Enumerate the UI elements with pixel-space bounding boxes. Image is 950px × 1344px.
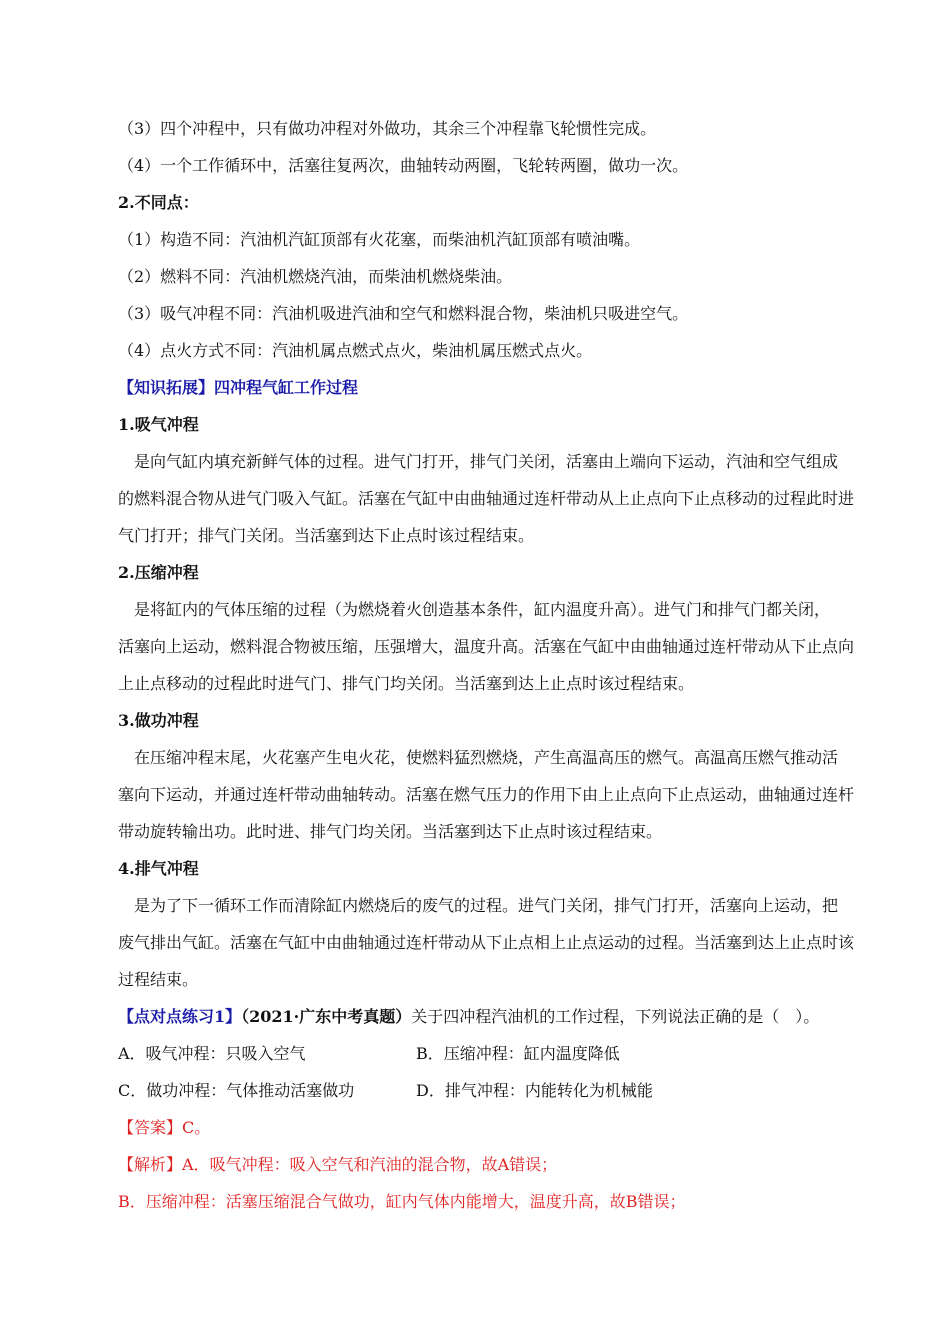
stroke-text-line: 是向气缸内填充新鲜气体的过程。进气门打开，排气门关闭，活塞由上端向下运动，汽油和空气组成 bbox=[118, 452, 839, 471]
exercise-label: 【点对点练习1】 bbox=[118, 1007, 242, 1026]
analysis-b: B．压缩冲程：活塞压缩混合气做功，缸内气体内能增大，温度升高，故B错误； bbox=[118, 1192, 686, 1211]
stroke-title-compression: 2.压缩冲程 bbox=[118, 563, 199, 582]
stroke-title-power: 3.做功冲程 bbox=[118, 711, 199, 730]
stroke-text-line: 的燃料混合物从进气门吸入气缸。活塞在气缸中由曲轴通过连杆带动从上止点向下止点移动的过程此时进 bbox=[118, 489, 855, 508]
options-row-1 bbox=[118, 1044, 878, 1064]
stroke-text-line: 塞向下运动，并通过连杆带动曲轴转动。活塞在燃气压力的作用下由上止点向下止点运动，曲轴通过连杆 bbox=[118, 785, 855, 804]
knowledge-extension-heading: 【知识拓展】四冲程气缸工作过程 bbox=[118, 378, 359, 397]
difference-item-2: （2）燃料不同：汽油机燃烧汽油，而柴油机燃烧柴油。 bbox=[118, 267, 513, 286]
exercise-source: （2021·广东中考真题） bbox=[241, 1007, 412, 1026]
answer-value: C。 bbox=[182, 1118, 211, 1137]
answer-line bbox=[118, 1118, 878, 1138]
answer-label: 【答案】 bbox=[118, 1118, 183, 1137]
difference-item-4: （4）点火方式不同：汽油机属点燃式点火，柴油机属压燃式点火。 bbox=[118, 341, 593, 360]
analysis-a: A．吸气冲程：吸入空气和汽油的混合物，故A错误； bbox=[182, 1155, 558, 1174]
option-c: C．做功冲程：气体推动活塞做功 bbox=[118, 1081, 355, 1100]
exercise-question bbox=[118, 1007, 878, 1027]
stroke-text-line: 废气排出气缸。活塞在气缸中由曲轴通过连杆带动从下止点相上止点运动的过程。当活塞到达上止点时该 bbox=[118, 933, 855, 952]
similarity-item-4: （4）一个工作循环中，活塞往复两次，曲轴转动两圈，飞轮转两圈，做功一次。 bbox=[118, 156, 689, 175]
stroke-text-line: 是为了下一循环工作而清除缸内燃烧后的废气的过程。进气门关闭，排气门打开，活塞向上运动，把 bbox=[118, 896, 839, 915]
analysis-line-a bbox=[118, 1155, 878, 1175]
stroke-text-line: 在压缩冲程末尾，火花塞产生电火花，使燃料猛烈燃烧，产生高温高压的燃气。高温高压燃气推动活 bbox=[118, 748, 839, 767]
option-b: B．压缩冲程：缸内温度降低 bbox=[416, 1044, 620, 1063]
stroke-title-exhaust: 4.排气冲程 bbox=[118, 859, 199, 878]
option-a: A．吸气冲程：只吸入空气 bbox=[118, 1044, 306, 1063]
analysis-label: 【解析】 bbox=[118, 1155, 183, 1174]
stroke-title-intake: 1.吸气冲程 bbox=[118, 415, 199, 434]
stroke-text-line: 上止点移动的过程此时进气门、排气门均关闭。当活塞到达上止点时该过程结束。 bbox=[118, 674, 695, 693]
stroke-text-line: 过程结束。 bbox=[118, 970, 199, 989]
stroke-text-line: 带动旋转输出功。此时进、排气门均关闭。当活塞到达下止点时该过程结束。 bbox=[118, 822, 663, 841]
similarity-item-3: （3）四个冲程中，只有做功冲程对外做功，其余三个冲程靠飞轮惯性完成。 bbox=[118, 119, 657, 138]
options-row-2 bbox=[118, 1081, 878, 1101]
differences-heading: 2.不同点： bbox=[118, 193, 199, 212]
difference-item-1: （1）构造不同：汽油机汽缸顶部有火花塞，而柴油机汽缸顶部有喷油嘴。 bbox=[118, 230, 641, 249]
option-d: D．排气冲程：内能转化为机械能 bbox=[416, 1081, 653, 1100]
exercise-question-text: 关于四冲程汽油机的工作过程，下列说法正确的是（ ）。 bbox=[411, 1007, 820, 1026]
stroke-text-line: 活塞向上运动，燃料混合物被压缩，压强增大，温度升高。活塞在气缸中由曲轴通过连杆带动从下止点向 bbox=[118, 637, 855, 656]
difference-item-3: （3）吸气冲程不同：汽油机吸进汽油和空气和燃料混合物，柴油机只吸进空气。 bbox=[118, 304, 689, 323]
stroke-text-line: 气门打开；排气门关闭。当活塞到达下止点时该过程结束。 bbox=[118, 526, 535, 545]
stroke-text-line: 是将缸内的气体压缩的过程（为燃烧着火创造基本条件，缸内温度升高）。进气门和排气门都关闭， bbox=[118, 600, 831, 619]
